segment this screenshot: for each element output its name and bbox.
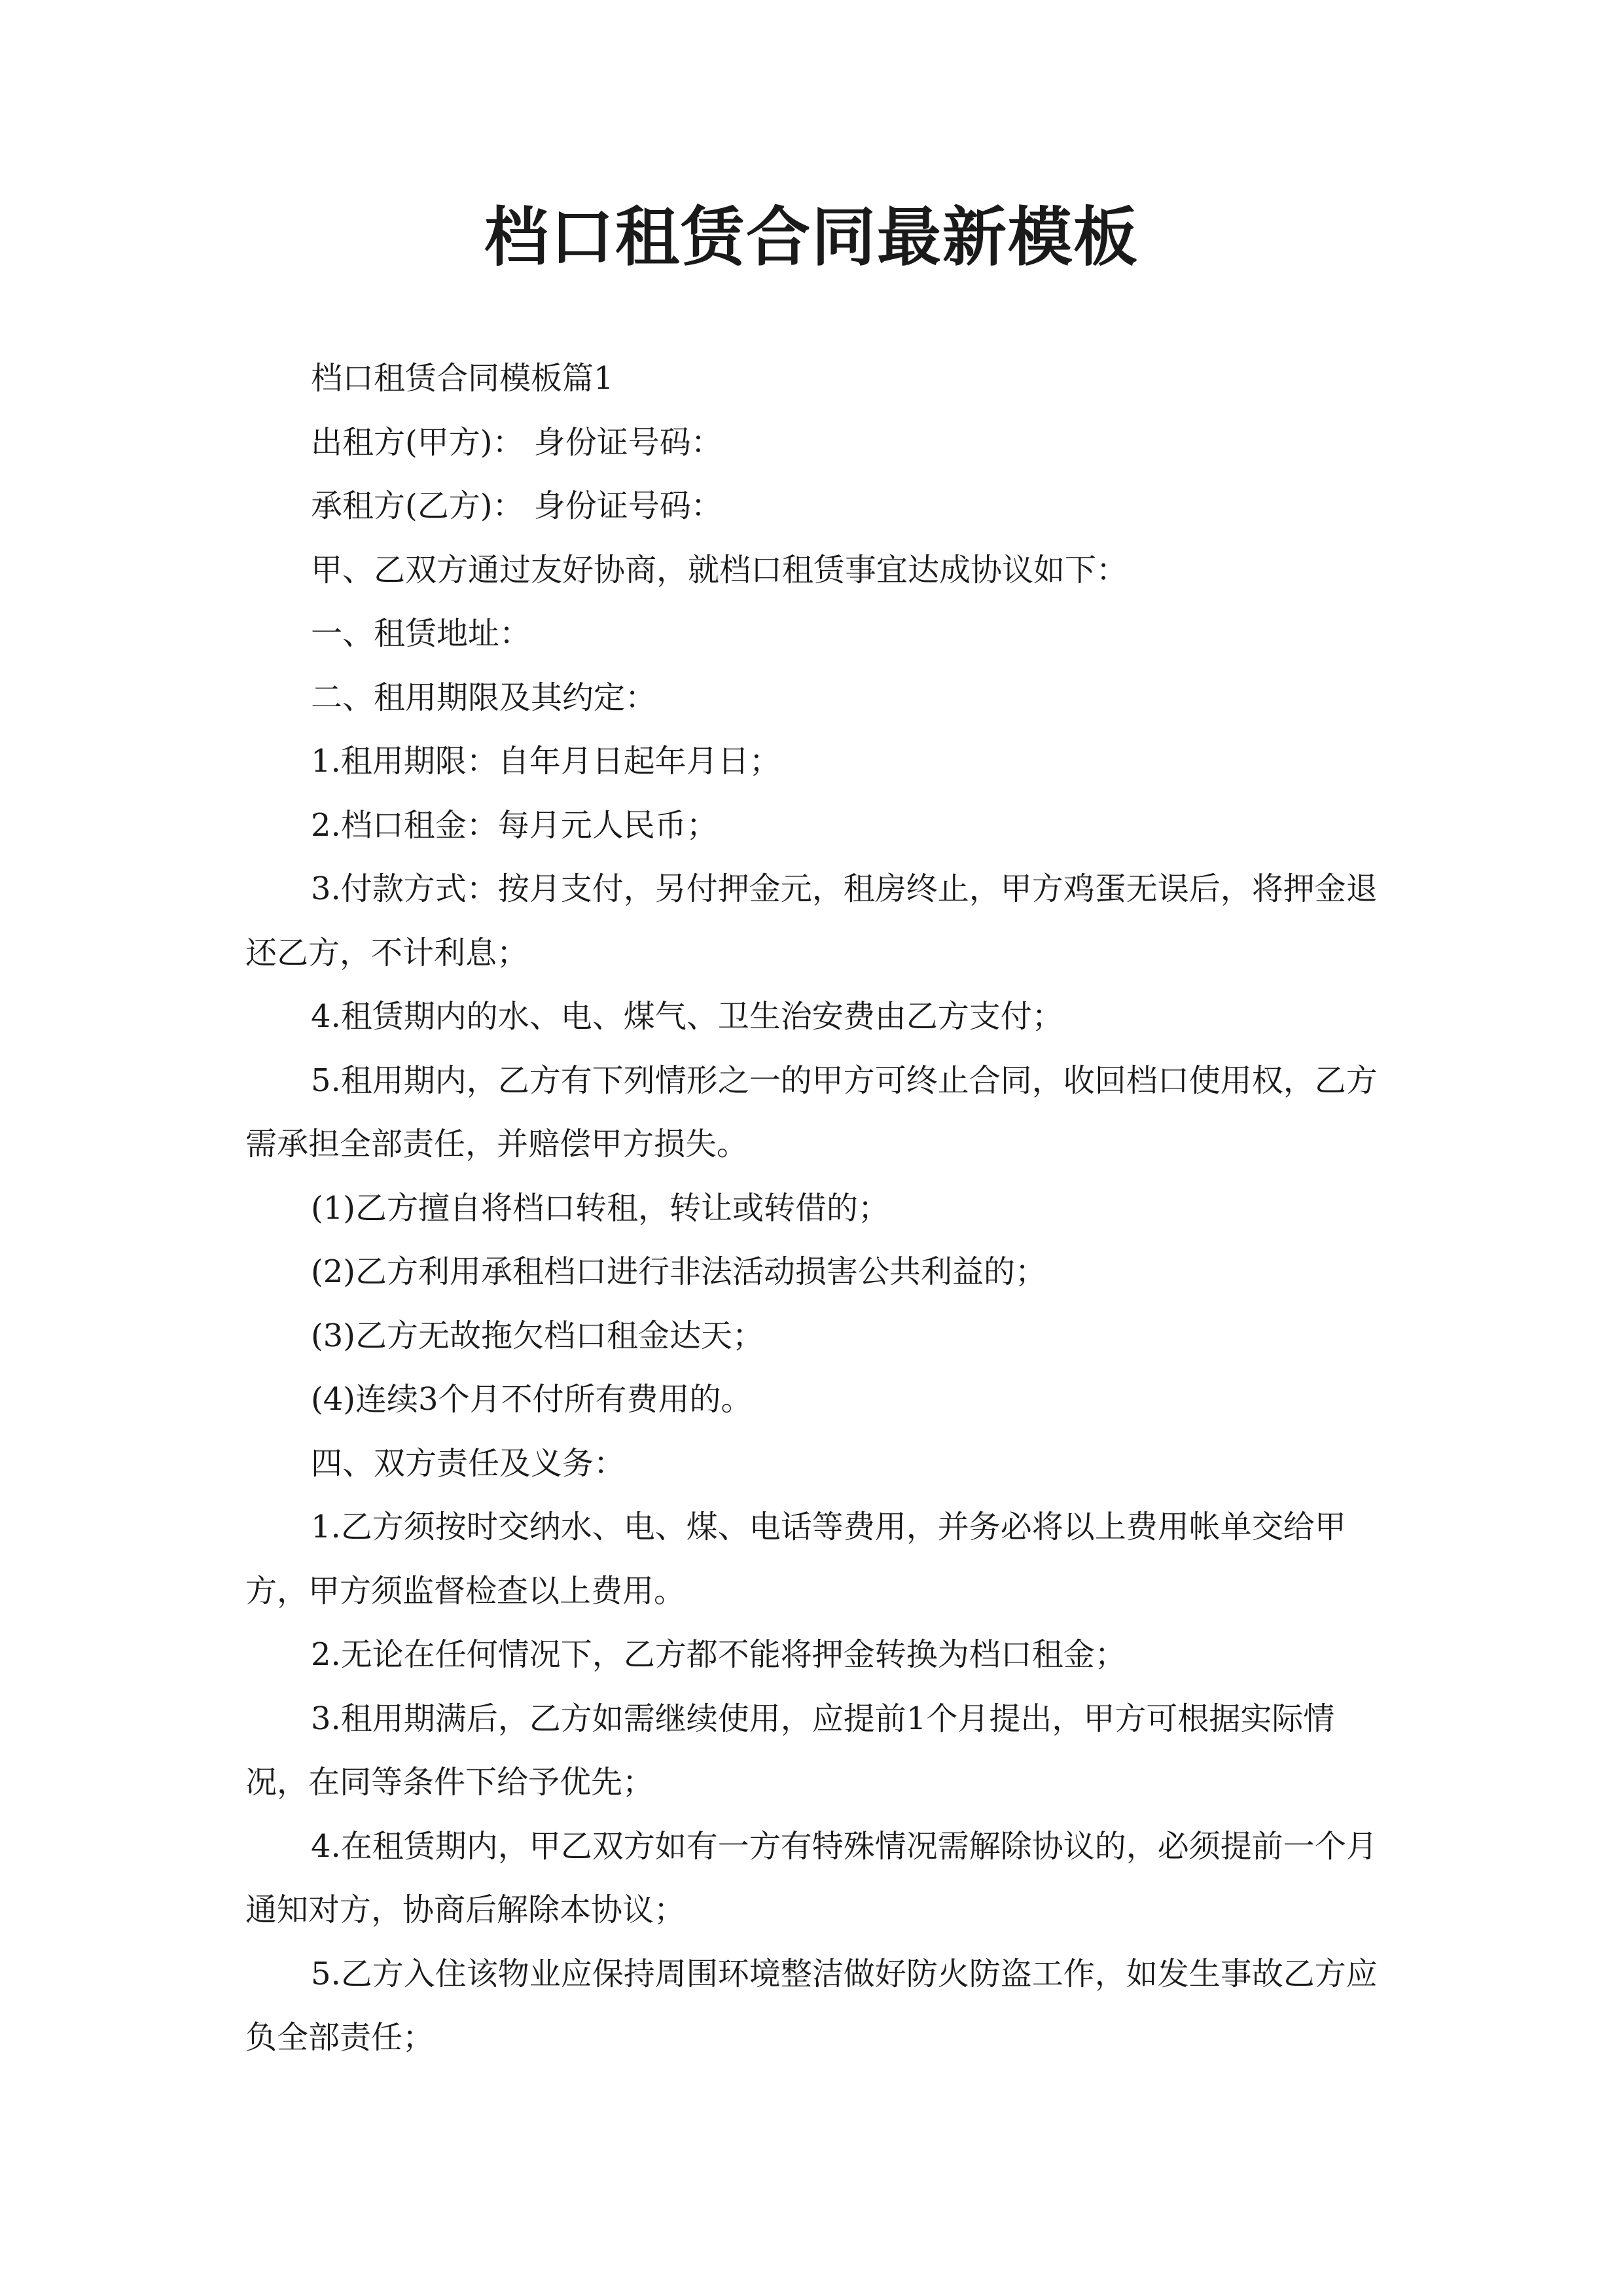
- sub-clause-4: (4)连续3个月不付所有费用的。: [311, 1381, 753, 1418]
- clause-term-period: 1.租用期限：自年月日起年月日；: [311, 743, 781, 780]
- sub-clause-1: (1)乙方擅自将档口转租，转让或转借的；: [311, 1189, 889, 1227]
- section-heading-duties: 四、双方责任及义务：: [311, 1444, 626, 1482]
- paragraph-agreement-intro: 甲、乙双方通过友好协商，就档口租赁事宜达成协议如下：: [311, 551, 1128, 588]
- section-heading-term: 二、租用期限及其约定：: [311, 679, 657, 716]
- duty-clause-4: 4.在租赁期内，甲乙双方如有一方有特殊情况需解除协议的，必须提前一个月通知对方，协商后解除本协议；: [245, 1827, 1378, 1928]
- paragraph-template-heading: 档口租赁合同模板篇1: [311, 360, 614, 397]
- clause-rent: 2.档口租金：每月元人民币；: [311, 806, 718, 844]
- paragraph-lessee: 承租方(乙方)： 身份证号码：: [311, 488, 722, 524]
- clause-utilities: 4.租赁期内的水、电、煤气、卫生治安费由乙方支付；: [311, 998, 1063, 1035]
- duty-clause-5: 5.乙方入住该物业应保持周围环境整洁做好防火防盗工作，如发生事故乙方应负全部责任；: [245, 1955, 1378, 2056]
- duty-clause-3: 3.租用期满后，乙方如需继续使用，应提前1个月提出，甲方可根据实际情况，在同等条件下给予优先；: [245, 1700, 1335, 1801]
- document-body: [245, 347, 1381, 2070]
- duty-clause-1: 1.乙方须按时交纳水、电、煤、电话等费用，并务必将以上费用帐单交给甲方，甲方须监督检查以上费用。: [245, 1509, 1346, 1609]
- document-title: 档口租赁合同最新模板: [484, 200, 1139, 275]
- clause-termination: 5.租用期内，乙方有下列情形之一的甲方可终止合同，收回档口使用权，乙方需承担全部责任，并赔偿甲方损失。: [245, 1062, 1378, 1162]
- clause-payment: 3.付款方式：按月支付，另付押金元，租房终止，甲方鸡蛋无误后，将押金退还乙方，不计利息；: [245, 870, 1378, 971]
- paragraph-lessor: 出租方(甲方)： 身份证号码：: [311, 423, 722, 461]
- sub-clause-3: (3)乙方无故拖欠档口租金达天；: [311, 1317, 764, 1354]
- sub-clause-2: (2)乙方利用承租档口进行非法活动损害公共利益的；: [311, 1253, 1046, 1290]
- section-heading-address: 一、租赁地址：: [311, 615, 531, 652]
- duty-clause-2: 2.无论在任何情况下，乙方都不能将押金转换为档口租金；: [311, 1636, 1126, 1673]
